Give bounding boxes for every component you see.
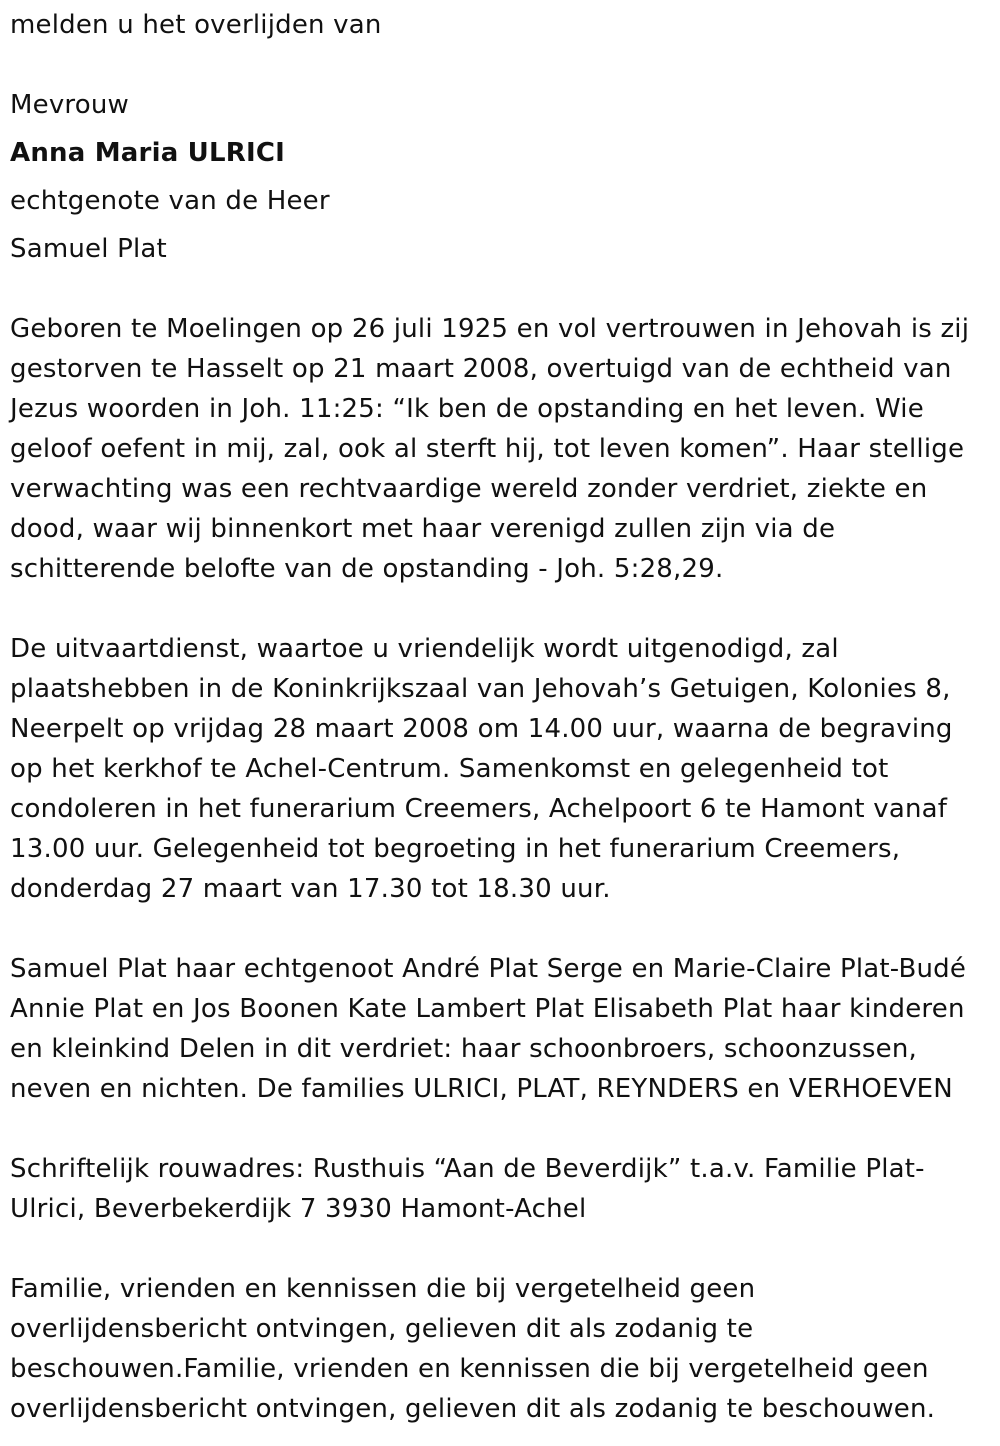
service-paragraph: De uitvaartdienst, waartoe u vriendelijk wordt uitgenodigd, zal plaatshebben in de Koninkrijkszaal van Jehovah’s Getuigen, Kolonies 8, Neerpelt op vrijdag 28 maart 2008 om 14.00 uur, waarna de begraving op het kerkhof te Achel-Centrum. Samenkomst en gelegenheid tot condoleren in het funerarium Creemers, Achelpoort 6 te Hamont vanaf 13.00 uur. Gelegenheid tot begroeting in het funerarium Creemers, donderdag 27 maart van 17.30 tot 18.30 uur. — [10, 634, 953, 904]
relation-line: echtgenote van de Heer — [10, 186, 330, 216]
closing-paragraph: Familie, vrienden en kennissen die bij vergetelheid geen overlijdensbericht ontvingen, gelieven dit als zodanig te beschouwen.Familie, vrienden en kennissen die bij vergetelheid geen overlijdensbericht ontvingen, gelieven dit als zodanig te beschouwen. — [10, 1274, 936, 1424]
intro-line: melden u het overlijden van — [10, 10, 382, 40]
spouse-name: Samuel Plat — [10, 234, 167, 264]
family-paragraph: Samuel Plat haar echtgenoot André Plat Serge en Marie-Claire Plat-Budé Annie Plat en Jos Boonen Kate Lambert Plat Elisabeth Plat haar kinderen en kleinkind Delen in dit verdriet: haar schoonbroers, schoonzussen, neven en nichten. De families ULRICI, PLAT, REYNDERS en VERHOEVEN — [10, 954, 967, 1104]
salutation: Mevrouw — [10, 90, 129, 120]
deceased-name: Anna Maria ULRICI — [10, 138, 286, 168]
birth-death-paragraph: Geboren te Moelingen op 26 juli 1925 en vol vertrouwen in Jehovah is zij gestorven te Hasselt op 21 maart 2008, overtuigd van de echtheid van Jezus woorden in Joh. 11:25: “Ik ben de opstanding en het leven. Wie geloof oefent in mij, zal, ook al sterft hij, tot leven komen”. Haar stellige verwachting was een rechtvaardige wereld zonder verdriet, ziekte en dood, waar wij binnenkort met haar verenigd zullen zijn via de schitterende belofte van de opstanding - Joh. 5:28,29. — [10, 314, 970, 584]
address-paragraph: Schriftelijk rouwadres: Rusthuis “Aan de Beverdijk” t.a.v. Familie Plat-Ulrici, Beverbekerdijk 7 3930 Hamont-Achel — [10, 1154, 925, 1224]
